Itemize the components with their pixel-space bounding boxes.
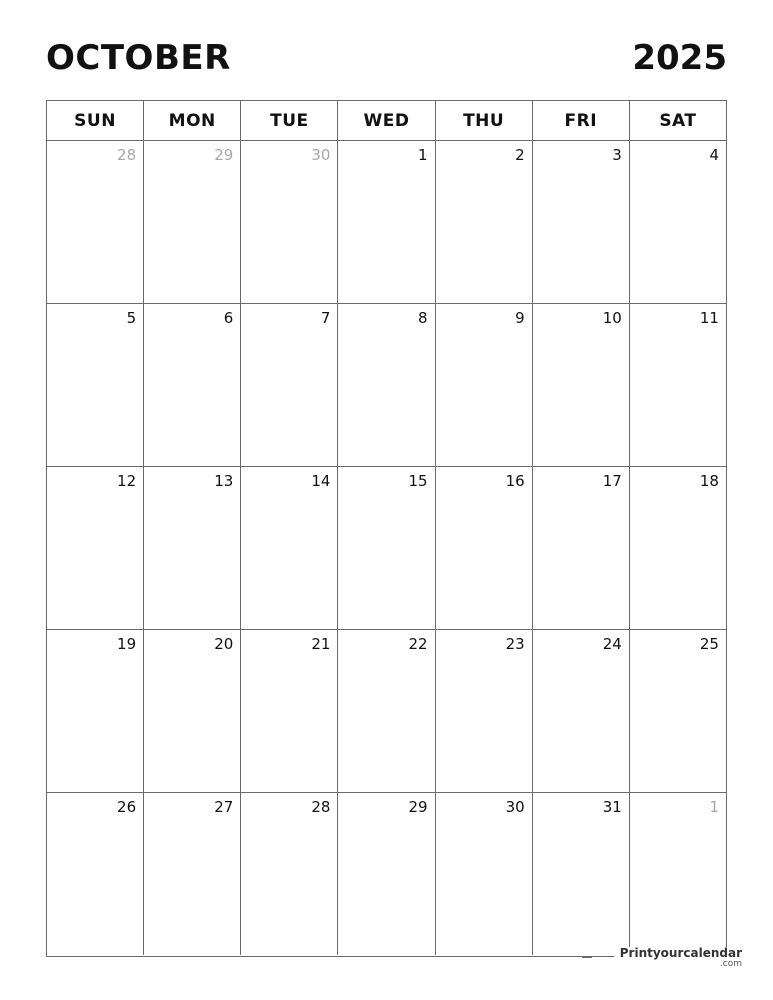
day-number: 28	[117, 146, 137, 164]
day-cell	[338, 304, 435, 466]
day-cell-adjacent-month	[241, 141, 338, 303]
day-number: 25	[699, 635, 719, 653]
weekday-mon: MON	[144, 101, 241, 140]
day-cell	[533, 793, 630, 955]
month-title: OCTOBER	[46, 38, 231, 78]
day-cell	[47, 630, 144, 792]
day-cell	[144, 793, 241, 955]
weekday-tue: TUE	[241, 101, 338, 140]
day-number: 1	[709, 798, 719, 816]
brand-logo	[614, 947, 744, 969]
brand-suffix: .com	[719, 959, 742, 969]
day-cell	[338, 467, 435, 629]
day-number: 14	[311, 472, 331, 490]
footer-divider	[582, 957, 592, 958]
day-cell	[241, 630, 338, 792]
day-number: 21	[311, 635, 331, 653]
day-cell-adjacent-month	[144, 141, 241, 303]
day-number: 23	[505, 635, 525, 653]
day-cell	[144, 304, 241, 466]
day-number: 7	[320, 309, 331, 327]
day-number: 11	[699, 309, 719, 327]
day-cell	[436, 467, 533, 629]
day-number: 22	[408, 635, 428, 653]
day-cell	[630, 630, 726, 792]
day-number: 10	[602, 309, 622, 327]
day-cell	[533, 141, 630, 303]
weeks-container	[47, 141, 726, 955]
day-number: 15	[408, 472, 428, 490]
day-cell	[436, 793, 533, 955]
day-cell	[630, 467, 726, 629]
day-cell	[47, 793, 144, 955]
day-cell	[533, 304, 630, 466]
day-cell	[436, 630, 533, 792]
day-cell	[533, 630, 630, 792]
year-title: 2025	[632, 38, 727, 78]
day-number: 9	[515, 309, 525, 327]
day-number: 26	[117, 798, 137, 816]
week-row	[47, 304, 726, 467]
day-cell	[436, 141, 533, 303]
day-cell	[436, 304, 533, 466]
calendar-grid	[46, 100, 727, 957]
weekday-sun: SUN	[47, 101, 144, 140]
day-cell	[144, 630, 241, 792]
weekday-fri: FRI	[533, 101, 630, 140]
day-cell-adjacent-month	[47, 141, 144, 303]
day-number: 28	[311, 798, 331, 816]
week-row	[47, 467, 726, 630]
day-cell	[533, 467, 630, 629]
day-number: 30	[505, 798, 525, 816]
day-number: 2	[515, 146, 525, 164]
day-cell	[630, 141, 726, 303]
day-cell	[338, 630, 435, 792]
day-number: 16	[505, 472, 525, 490]
day-number: 30	[311, 146, 331, 164]
day-number: 29	[408, 798, 428, 816]
day-number: 19	[117, 635, 137, 653]
day-cell-adjacent-month	[630, 793, 726, 955]
day-number: 20	[214, 635, 234, 653]
day-cell	[241, 304, 338, 466]
day-cell	[47, 467, 144, 629]
day-cell	[338, 141, 435, 303]
day-cell	[241, 467, 338, 629]
day-number: 8	[418, 309, 428, 327]
day-number: 13	[214, 472, 234, 490]
day-number: 1	[418, 146, 428, 164]
week-row	[47, 141, 726, 304]
week-row	[47, 793, 726, 955]
day-cell	[630, 304, 726, 466]
weekday-header-row	[47, 101, 726, 141]
day-number: 5	[126, 309, 137, 327]
day-number: 17	[602, 472, 622, 490]
day-number: 3	[612, 146, 622, 164]
week-row	[47, 630, 726, 793]
weekday-wed: WED	[338, 101, 435, 140]
day-number: 29	[214, 146, 234, 164]
weekday-sat: SAT	[659, 110, 697, 131]
day-cell	[47, 304, 144, 466]
day-number: 24	[602, 635, 622, 653]
day-cell	[241, 793, 338, 955]
day-number: 12	[117, 472, 137, 490]
day-number: 31	[602, 798, 622, 816]
day-number: 4	[709, 146, 719, 164]
brand-name: Printyourcalendar	[619, 946, 742, 960]
day-number: 27	[214, 798, 234, 816]
day-cell	[338, 793, 435, 955]
day-cell	[144, 467, 241, 629]
weekday-thu: THU	[436, 101, 533, 140]
day-number: 18	[699, 472, 719, 490]
day-number: 6	[223, 309, 234, 327]
